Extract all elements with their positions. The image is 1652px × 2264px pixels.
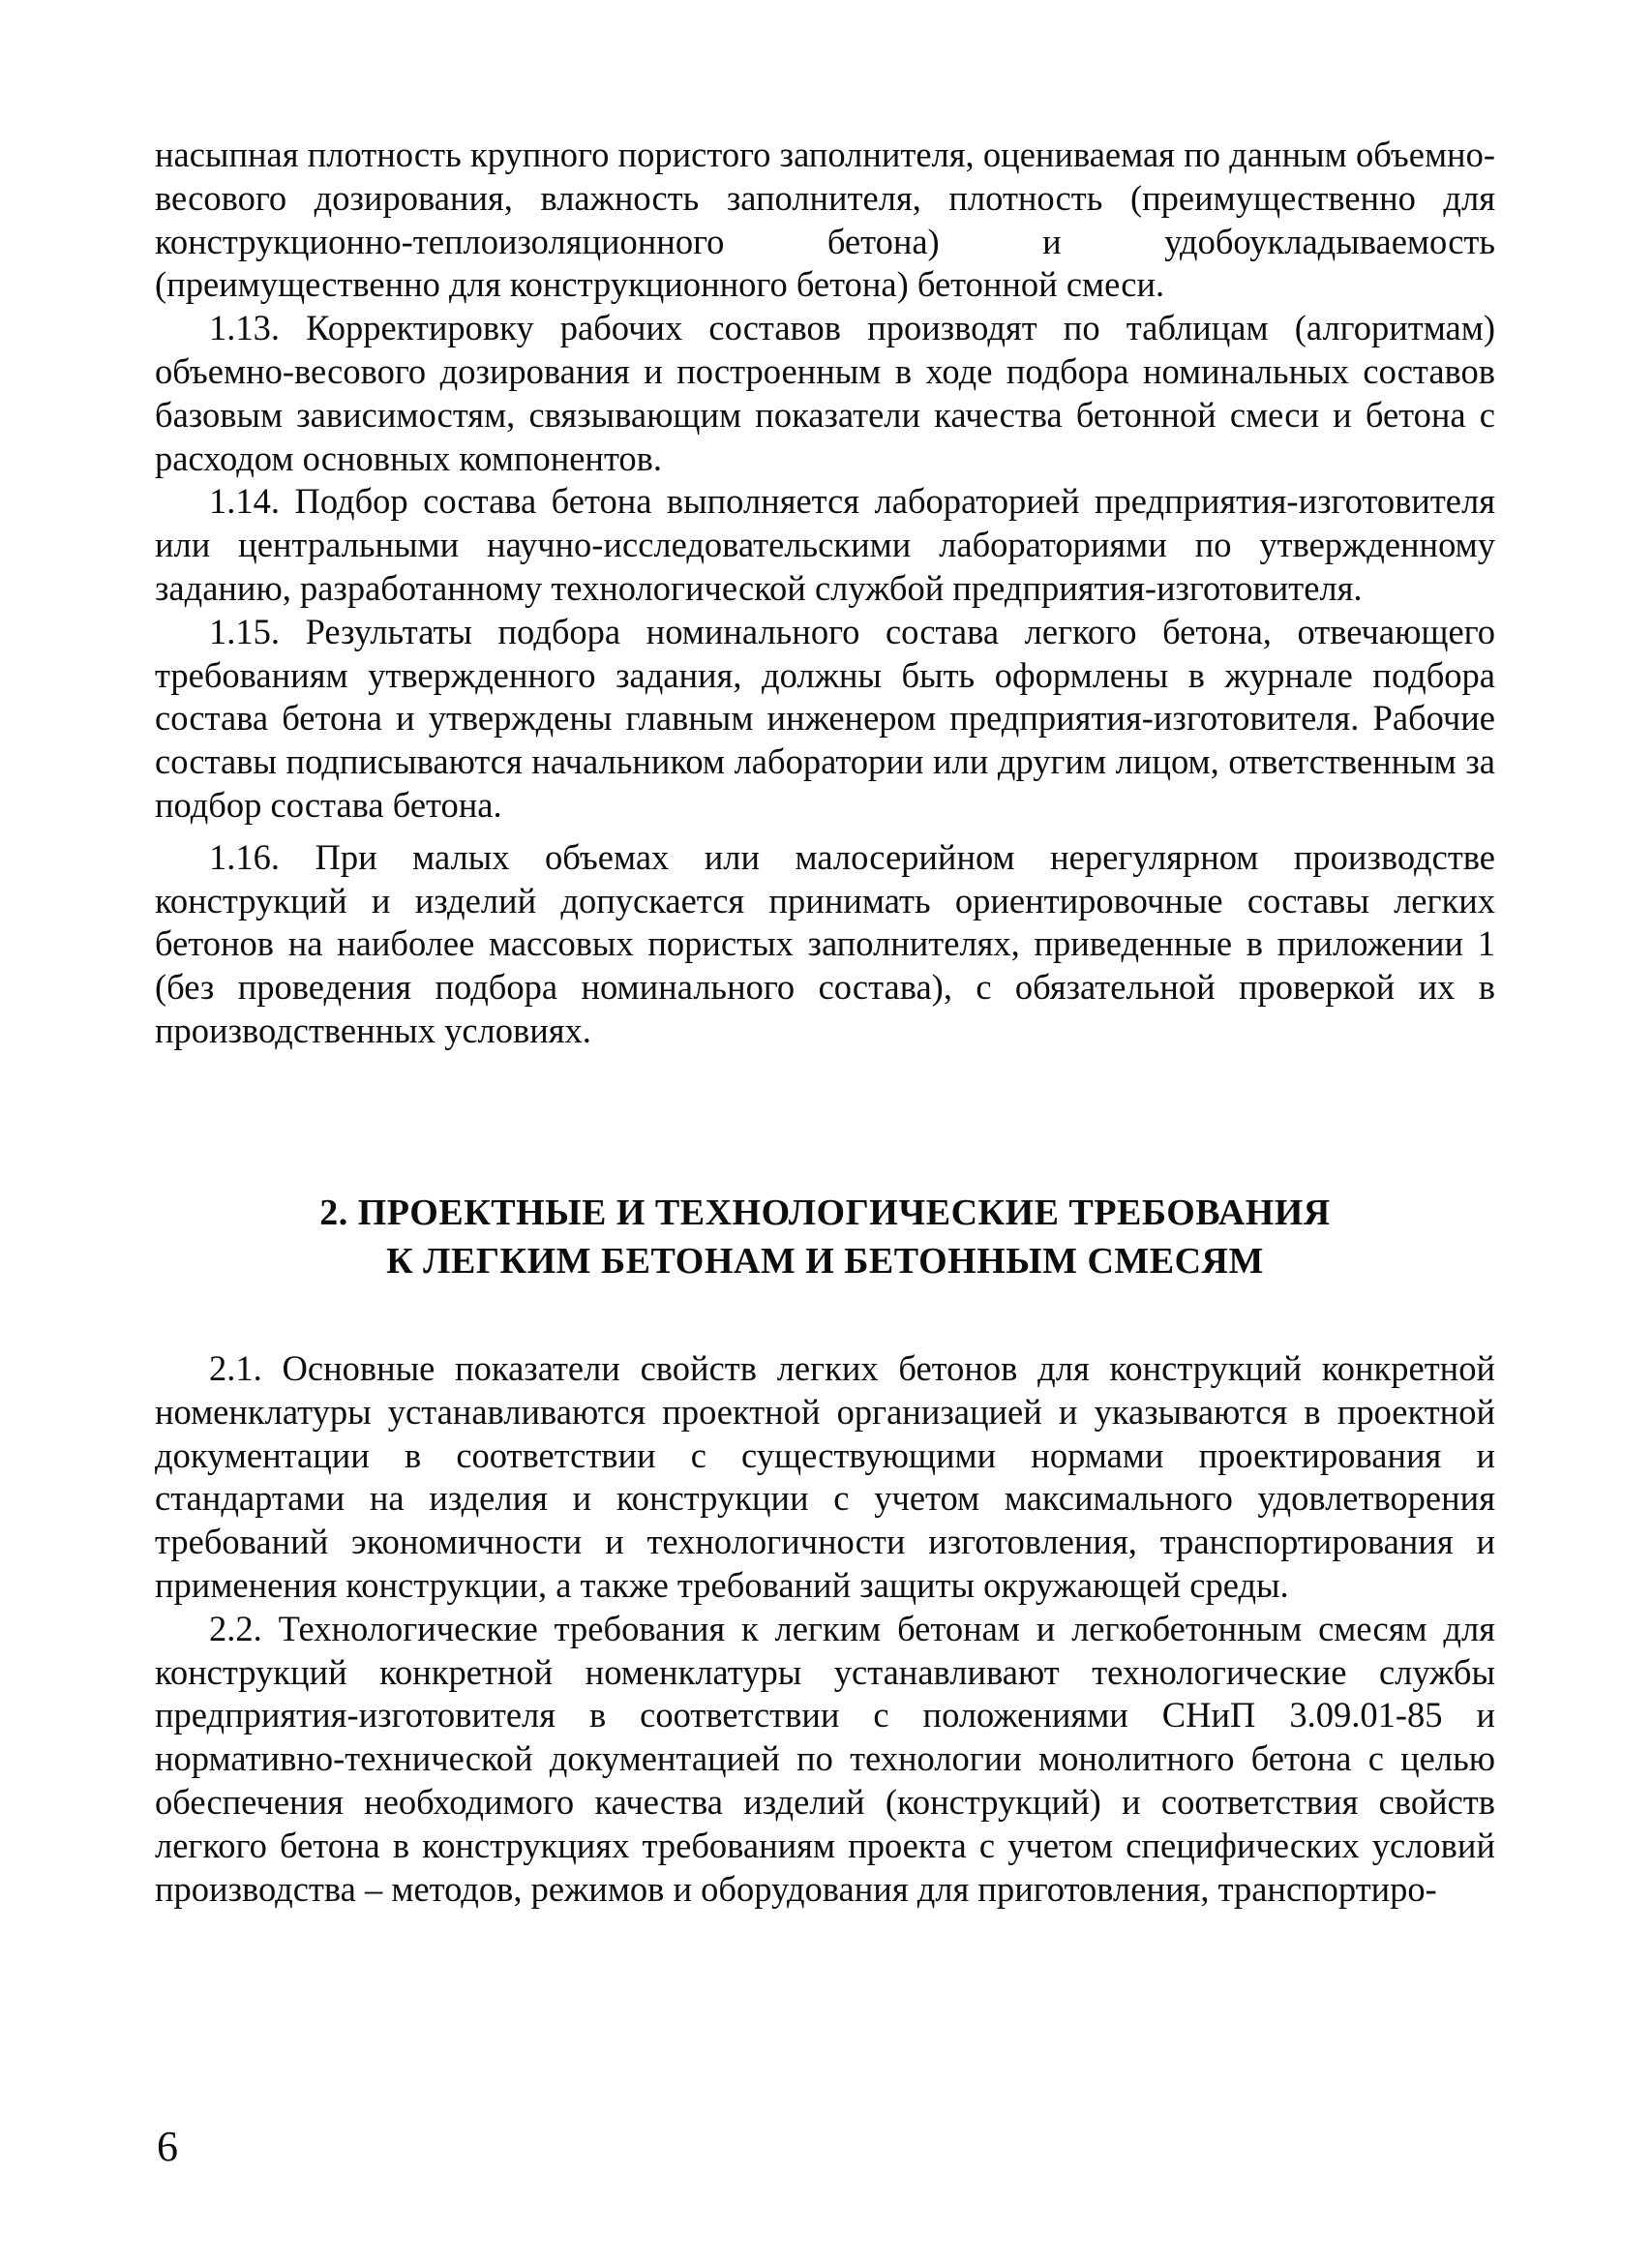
paragraph-2-2: 2.2. Технологические требования к легким бетонам и легкобетонным смесям для конструкций конкретной номенклатуры устанавливают технологические службы предприятия-изготовителя в соответствии с положениями СНиП 3.09.01-85 и нормативно-технической документацией по технологии монолитного бетона с целью обеспечения необходимого качества изделий (конструкций) и соответствия свойств легкого бетона в конструкциях требованиям проекта с учетом специфических условий производства – методов, режимов и оборудования для приготовления, транспортиро-: [155, 1608, 1495, 1909]
paragraph-1-14: 1.14. Подбор состава бетона выполняется лабораторией предприятия-изготовителя или центральными научно-исследовательскими лабораториями по утвержденному заданию, разработанному технологической службой предприятия-изготовителя.: [155, 481, 1495, 608]
paragraph-2-1: 2.1. Основные показатели свойств легких бетонов для конструкций конкретной номенклатуры устанавливаются проектной организацией и указываются в проектной документации в соответствии с существующими нормами проектирования и стандартами на изделия и конструкции с учетом максимального удовлетворения требований экономичности и технологичности изготовления, транспортирования и применения конструкции, а также требований защиты окружающей среды.: [155, 1348, 1495, 1605]
heading-line-2: К ЛЕГКИМ БЕТОНАМ И БЕТОННЫМ СМЕСЯМ: [386, 1241, 1264, 1282]
page-number: 6: [157, 2123, 178, 2170]
heading-line-1: 2. ПРОЕКТНЫЕ И ТЕХНОЛОГИЧЕСКИЕ ТРЕБОВАНИЯ: [319, 1192, 1331, 1233]
section-2-text: [155, 1347, 1495, 1911]
paragraph-1-15: 1.15. Результаты подбора номинального состава легкого бетона, отвечающего требованиям утвержденного задания, должны быть оформлены в журнале подбора состава бетона и утверждены главным инженером предприятия-изготовителя. Рабочие составы подписываются начальником лаборатории или другим лицом, ответственным за подбор состава бетона.: [155, 611, 1495, 825]
paragraph-continuation: насыпная плотность крупного пористого заполнителя, оцениваемая по данным объемно-весового дозирования, влажность заполнителя, плотность (преимущественно для конструкционно-теплоизоляционного бетона) и удобоукладываемость (преимущественно для конструкционного бетона) бетонной смеси.: [155, 135, 1495, 305]
paragraph-1-13: 1.13. Корректировку рабочих составов производят по таблицам (алгоритмам) объемно-весового дозирования и построенным в ходе подбора номинальных составов базовым зависимостям, связывающим показатели качества бетонной смеси и бетона с расходом основных компонентов.: [155, 308, 1495, 478]
section-1-text: [155, 134, 1495, 1053]
section-2-heading: [155, 1189, 1495, 1285]
paragraph-1-16: 1.16. При малых объемах или малосерийном нерегулярном производстве конструкций и изделий допускается принимать ориентировочные составы легких бетонов на наиболее массовых пористых заполнителях, приведенные в приложении 1 (без проведения подбора номинального состава), с обязательной проверкой их в производственных условиях.: [155, 836, 1495, 1050]
